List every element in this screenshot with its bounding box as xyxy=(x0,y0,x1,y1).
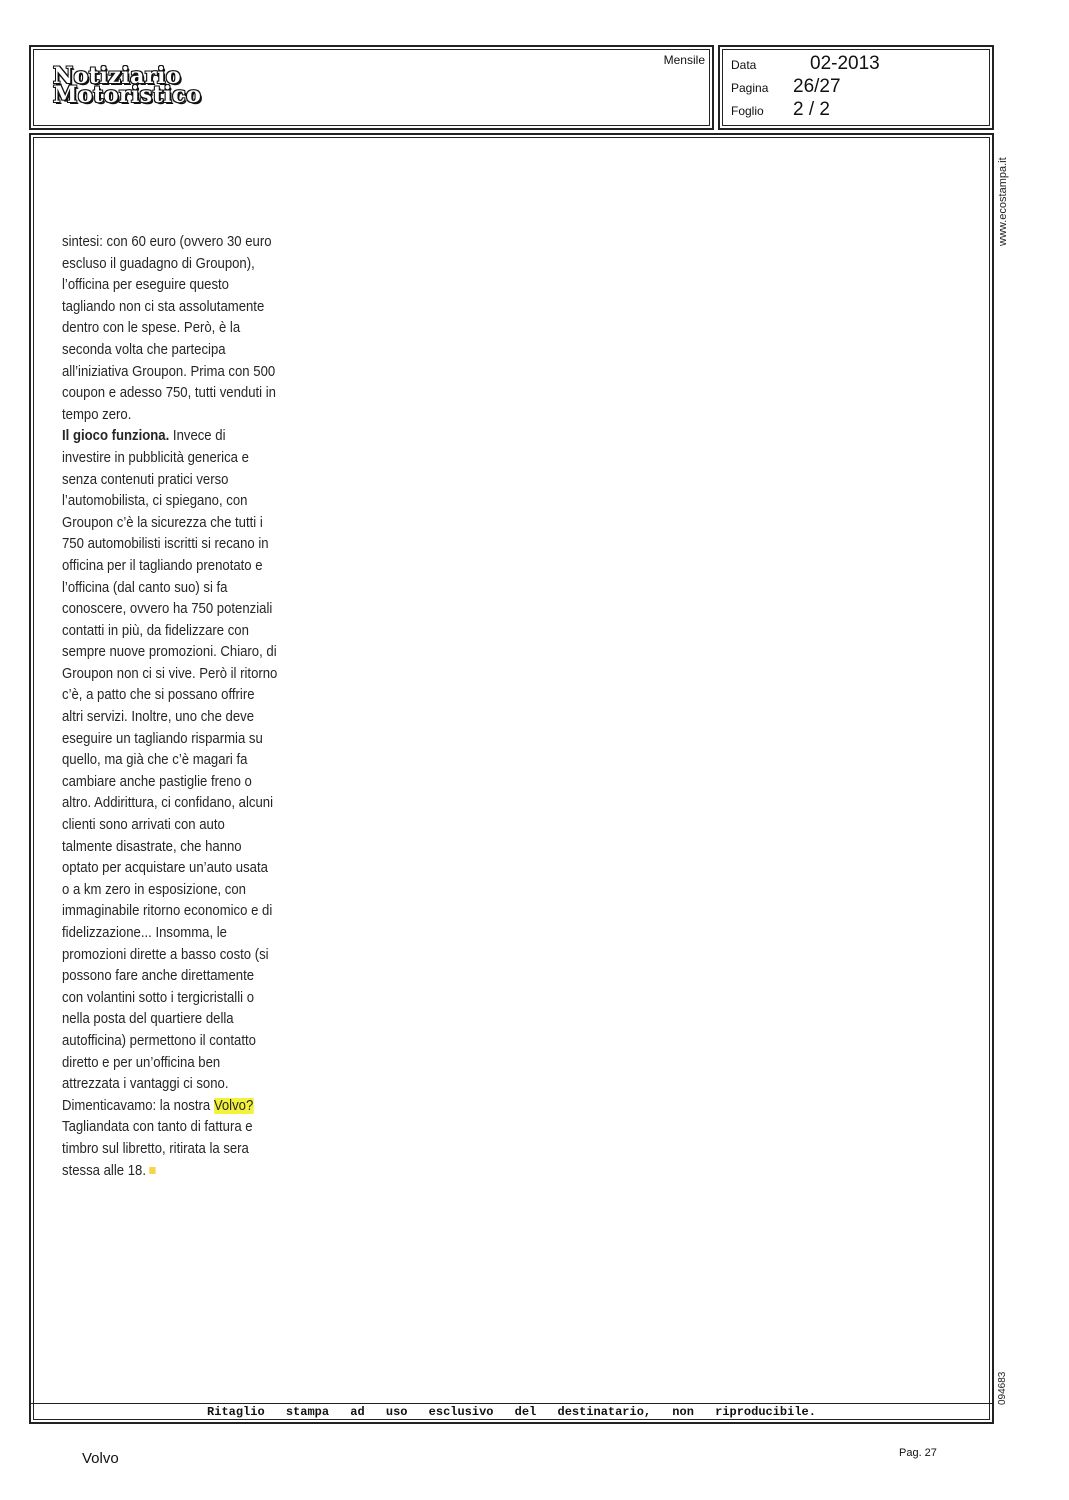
side-website-label: www.ecostampa.it xyxy=(997,157,1009,246)
meta-row-page xyxy=(731,76,841,98)
article-text: Dimenticavamo: la nostra xyxy=(62,1097,214,1114)
side-code-label: 094683 xyxy=(997,1371,1008,1405)
article-subhead: Il gioco funziona. xyxy=(62,428,170,445)
meta-row-date xyxy=(731,53,880,75)
meta-label: Pagina xyxy=(731,81,769,95)
logo-line-1: Notiziario xyxy=(53,63,182,89)
publication-logo xyxy=(53,63,202,108)
frequency-label: Mensile xyxy=(663,53,705,67)
clipping-frame xyxy=(29,133,994,1424)
meta-row-sheet xyxy=(731,99,830,121)
meta-label: Data xyxy=(731,58,757,72)
meta-value-page: 26/27 xyxy=(793,76,841,97)
meta-label: Foglio xyxy=(731,104,764,118)
logo-line-2: Motoristico xyxy=(53,82,202,108)
meta-value-date: 02-2013 xyxy=(810,53,880,74)
article-column xyxy=(62,232,278,1182)
page-number: Pag. 27 xyxy=(899,1447,937,1459)
article-paragraph: sintesi: con 60 euro (ovvero 30 euro escluso il guadagno di Groupon), l’officina per eseguire questo tagliando non ci sta assolutamente dentro con le spese. Però, è la seconda volta che partecipa all’iniziativa Groupon. Prima con 500 coupon e adesso 750, tutti venduti in tempo zero. xyxy=(62,234,276,423)
highlighted-term: Volvo? xyxy=(213,1097,254,1114)
end-of-article-mark xyxy=(150,1167,156,1174)
meta-value-sheet: 2 / 2 xyxy=(793,99,830,120)
article-text: Tagliandata con tanto di fattura e timbro sul libretto, ritirata la sera stessa alle 18. xyxy=(62,1119,253,1179)
article-paragraph xyxy=(62,426,278,1095)
copyright-notice: Ritaglio stampa ad uso esclusivo del destinatario, non riproducibile. xyxy=(31,1403,992,1420)
article-text: Invece di investire in pubblicità generica e senza contenuti pratici verso l’automobilista, ci spiegano, con Groupon c’è la sicurezza che tutti i 750 automobilisti iscritti si recano in officina per il tagliando prenotato e l’officina (dal canto suo) si fa conoscere, ovvero ha 750 potenziali contatti in più, da fidelizzare con sempre nuove promozioni. Chiaro, di Groupon non ci si vive. Però il ritorno c’è, a patto che si possano offrire altri servizi. Inoltre, uno che deve eseguire un tagliando risparmia su quello, ma già che c’è magari fa cambiare anche pastiglie freno o altro. Addirittura, ci confidano, alcuni clienti sono arrivati con auto talmente disastrate, che hanno optato per acquistare un’auto usata o a km zero in esposizione, con immaginabile ritorno economico e di fidelizzazione... Insomma, le promozioni dirette a basso costo (si possono fare anche direttamente con volantini sotto i tergicristalli o nella posta del quartiere della autofficina) permettono il contatto diretto e per un’officina ben attrezzata i vantaggi ci sono. xyxy=(62,428,278,1093)
masthead-box xyxy=(29,45,714,130)
meta-box xyxy=(718,45,994,130)
article-paragraph xyxy=(62,1096,278,1182)
keyword-label: Volvo xyxy=(82,1450,119,1467)
